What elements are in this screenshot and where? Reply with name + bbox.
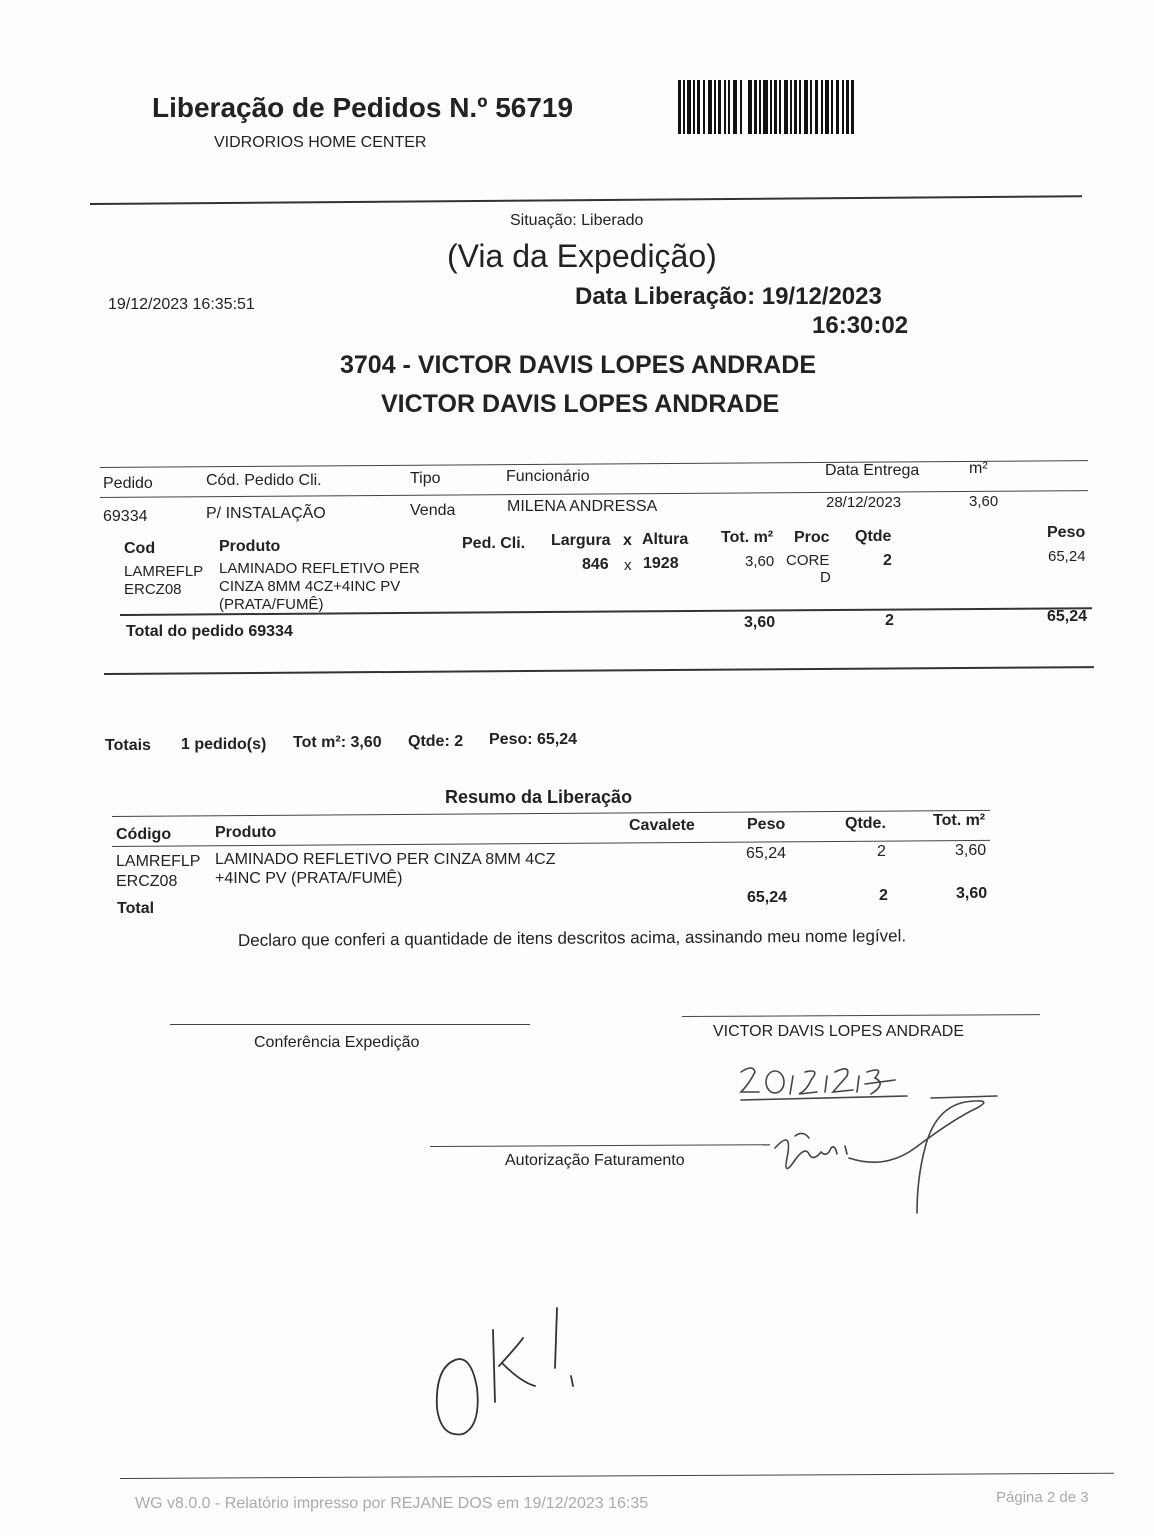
item-tot-m2: 3,60 [745, 553, 775, 570]
autorizacao-signature-line [430, 1144, 770, 1147]
item-col-ped-cli: Ped. Cli. [462, 535, 526, 552]
item-cod-line1: LAMREFLP [124, 563, 204, 580]
order-header-line [100, 490, 1088, 498]
order-total-peso: 65,24 [1047, 608, 1088, 625]
order-total-m2: 3,60 [744, 614, 776, 631]
item-col-altura: Altura [642, 531, 689, 548]
item-x: x [624, 557, 632, 574]
resumo-codigo-line1: LAMREFLP [116, 853, 201, 870]
totais-pedidos: 1 pedido(s) [181, 736, 267, 753]
company-name: VIDRORIOS HOME CENTER [214, 134, 427, 151]
totais-qtde: Qtde: 2 [408, 733, 464, 750]
print-timestamp: 19/12/2023 16:35:51 [108, 296, 255, 313]
item-altura: 1928 [643, 555, 679, 572]
pedido-value: 69334 [103, 508, 148, 525]
resumo-total-peso: 65,24 [747, 889, 788, 906]
header-divider [90, 195, 1082, 205]
resumo-qtde: 2 [877, 843, 886, 860]
col-pedido: Pedido [103, 475, 153, 492]
document-title: Liberação de Pedidos N.º 56719 [152, 92, 574, 123]
item-largura: 846 [582, 556, 609, 573]
resumo-peso: 65,24 [746, 845, 787, 862]
data-entrega-value: 28/12/2023 [826, 494, 902, 511]
client-code-name: 3704 - VICTOR DAVIS LOPES ANDRADE [340, 351, 817, 379]
resumo-col-peso: Peso [747, 816, 786, 833]
tipo-value: Venda [410, 502, 456, 519]
col-cod-pedido-cli: Cód. Pedido Cli. [206, 472, 322, 489]
resumo-codigo-line2: ERCZ08 [116, 873, 178, 890]
client-signature-name: VICTOR DAVIS LOPES ANDRADE [713, 1023, 965, 1040]
report-footer: WG v8.0.0 - Relatório impresso por REJANE DOS em 19/12/2023 16:35 [135, 1495, 649, 1512]
barcode [678, 80, 854, 134]
resumo-tot-m2: 3,60 [955, 842, 987, 859]
item-col-produto: Produto [219, 538, 281, 555]
autorizacao-label: Autorização Faturamento [505, 1152, 685, 1169]
item-col-qtde: Qtde [855, 528, 892, 545]
item-col-cod: Cod [124, 540, 156, 557]
resumo-col-tot-m2: Tot. m² [933, 812, 986, 829]
item-col-proc: Proc [794, 529, 830, 546]
resumo-total-qtde: 2 [879, 887, 888, 904]
data-liberacao: Data Liberação: 19/12/2023 [575, 283, 882, 310]
m2-value: 3,60 [969, 493, 999, 510]
item-cod-line2: ERCZ08 [124, 581, 182, 598]
handwritten-ok [425, 1298, 595, 1448]
col-m2: m² [969, 460, 988, 477]
data-liberacao-time: 16:30:02 [812, 312, 909, 339]
item-proc-line2: D [820, 569, 831, 586]
page-number: Página 2 de 3 [996, 1489, 1089, 1506]
via-label: (Via da Expedição) [447, 238, 717, 274]
conferencia-signature-line [170, 1024, 530, 1025]
resumo-col-qtde: Qtde. [845, 815, 886, 832]
resumo-title: Resumo da Liberação [445, 787, 633, 807]
resumo-produto-line1: LAMINADO REFLETIVO PER CINZA 8MM 4CZ [215, 851, 556, 868]
totais-m2: Tot m²: 3,60 [293, 734, 382, 751]
client-signature-line [682, 1014, 1040, 1017]
item-produto-line1: LAMINADO REFLETIVO PER [219, 560, 420, 577]
item-col-tot-m2: Tot. m² [721, 529, 774, 546]
resumo-produto-line2: +4INC PV (PRATA/FUMÊ) [215, 870, 403, 887]
item-col-x: x [623, 532, 632, 549]
item-qtde: 2 [883, 552, 892, 569]
col-tipo: Tipo [410, 470, 441, 487]
item-col-largura: Largura [551, 532, 611, 549]
client-name: VICTOR DAVIS LOPES ANDRADE [381, 390, 780, 418]
item-produto-line2: CINZA 8MM 4CZ+4INC PV [219, 578, 401, 595]
order-total-label: Total do pedido 69334 [126, 623, 293, 640]
col-funcionario: Funcionário [506, 468, 590, 485]
col-data-entrega: Data Entrega [825, 462, 920, 479]
situacao-status: Situação: Liberado [510, 212, 644, 229]
order-total-qtde: 2 [885, 612, 894, 629]
funcionario-value: MILENA ANDRESSA [507, 498, 658, 515]
cod-pedido-cli-value: P/ INSTALAÇÃO [206, 505, 326, 522]
totais-peso: Peso: 65,24 [489, 731, 578, 748]
resumo-total-label: Total [117, 900, 155, 917]
conferencia-label: Conferência Expedição [254, 1034, 420, 1051]
item-proc-line1: CORE [786, 552, 830, 569]
handwritten-signature [765, 1088, 985, 1218]
resumo-col-codigo: Código [116, 826, 172, 843]
resumo-total-m2: 3,60 [956, 885, 988, 902]
item-peso: 65,24 [1048, 548, 1086, 565]
resumo-col-produto: Produto [215, 824, 277, 841]
order-table-top-line [100, 460, 1088, 468]
item-col-peso: Peso [1047, 524, 1086, 541]
declaration-text: Declaro que conferi a quantidade de itens descritos acima, assinando meu nome legível. [237, 926, 907, 950]
footer-line [120, 1473, 1114, 1479]
item-produto-line3: (PRATA/FUMÊ) [219, 596, 324, 613]
totais-label: Totais [105, 737, 151, 754]
order-bottom-line [104, 666, 1094, 675]
resumo-col-cavalete: Cavalete [629, 817, 695, 834]
